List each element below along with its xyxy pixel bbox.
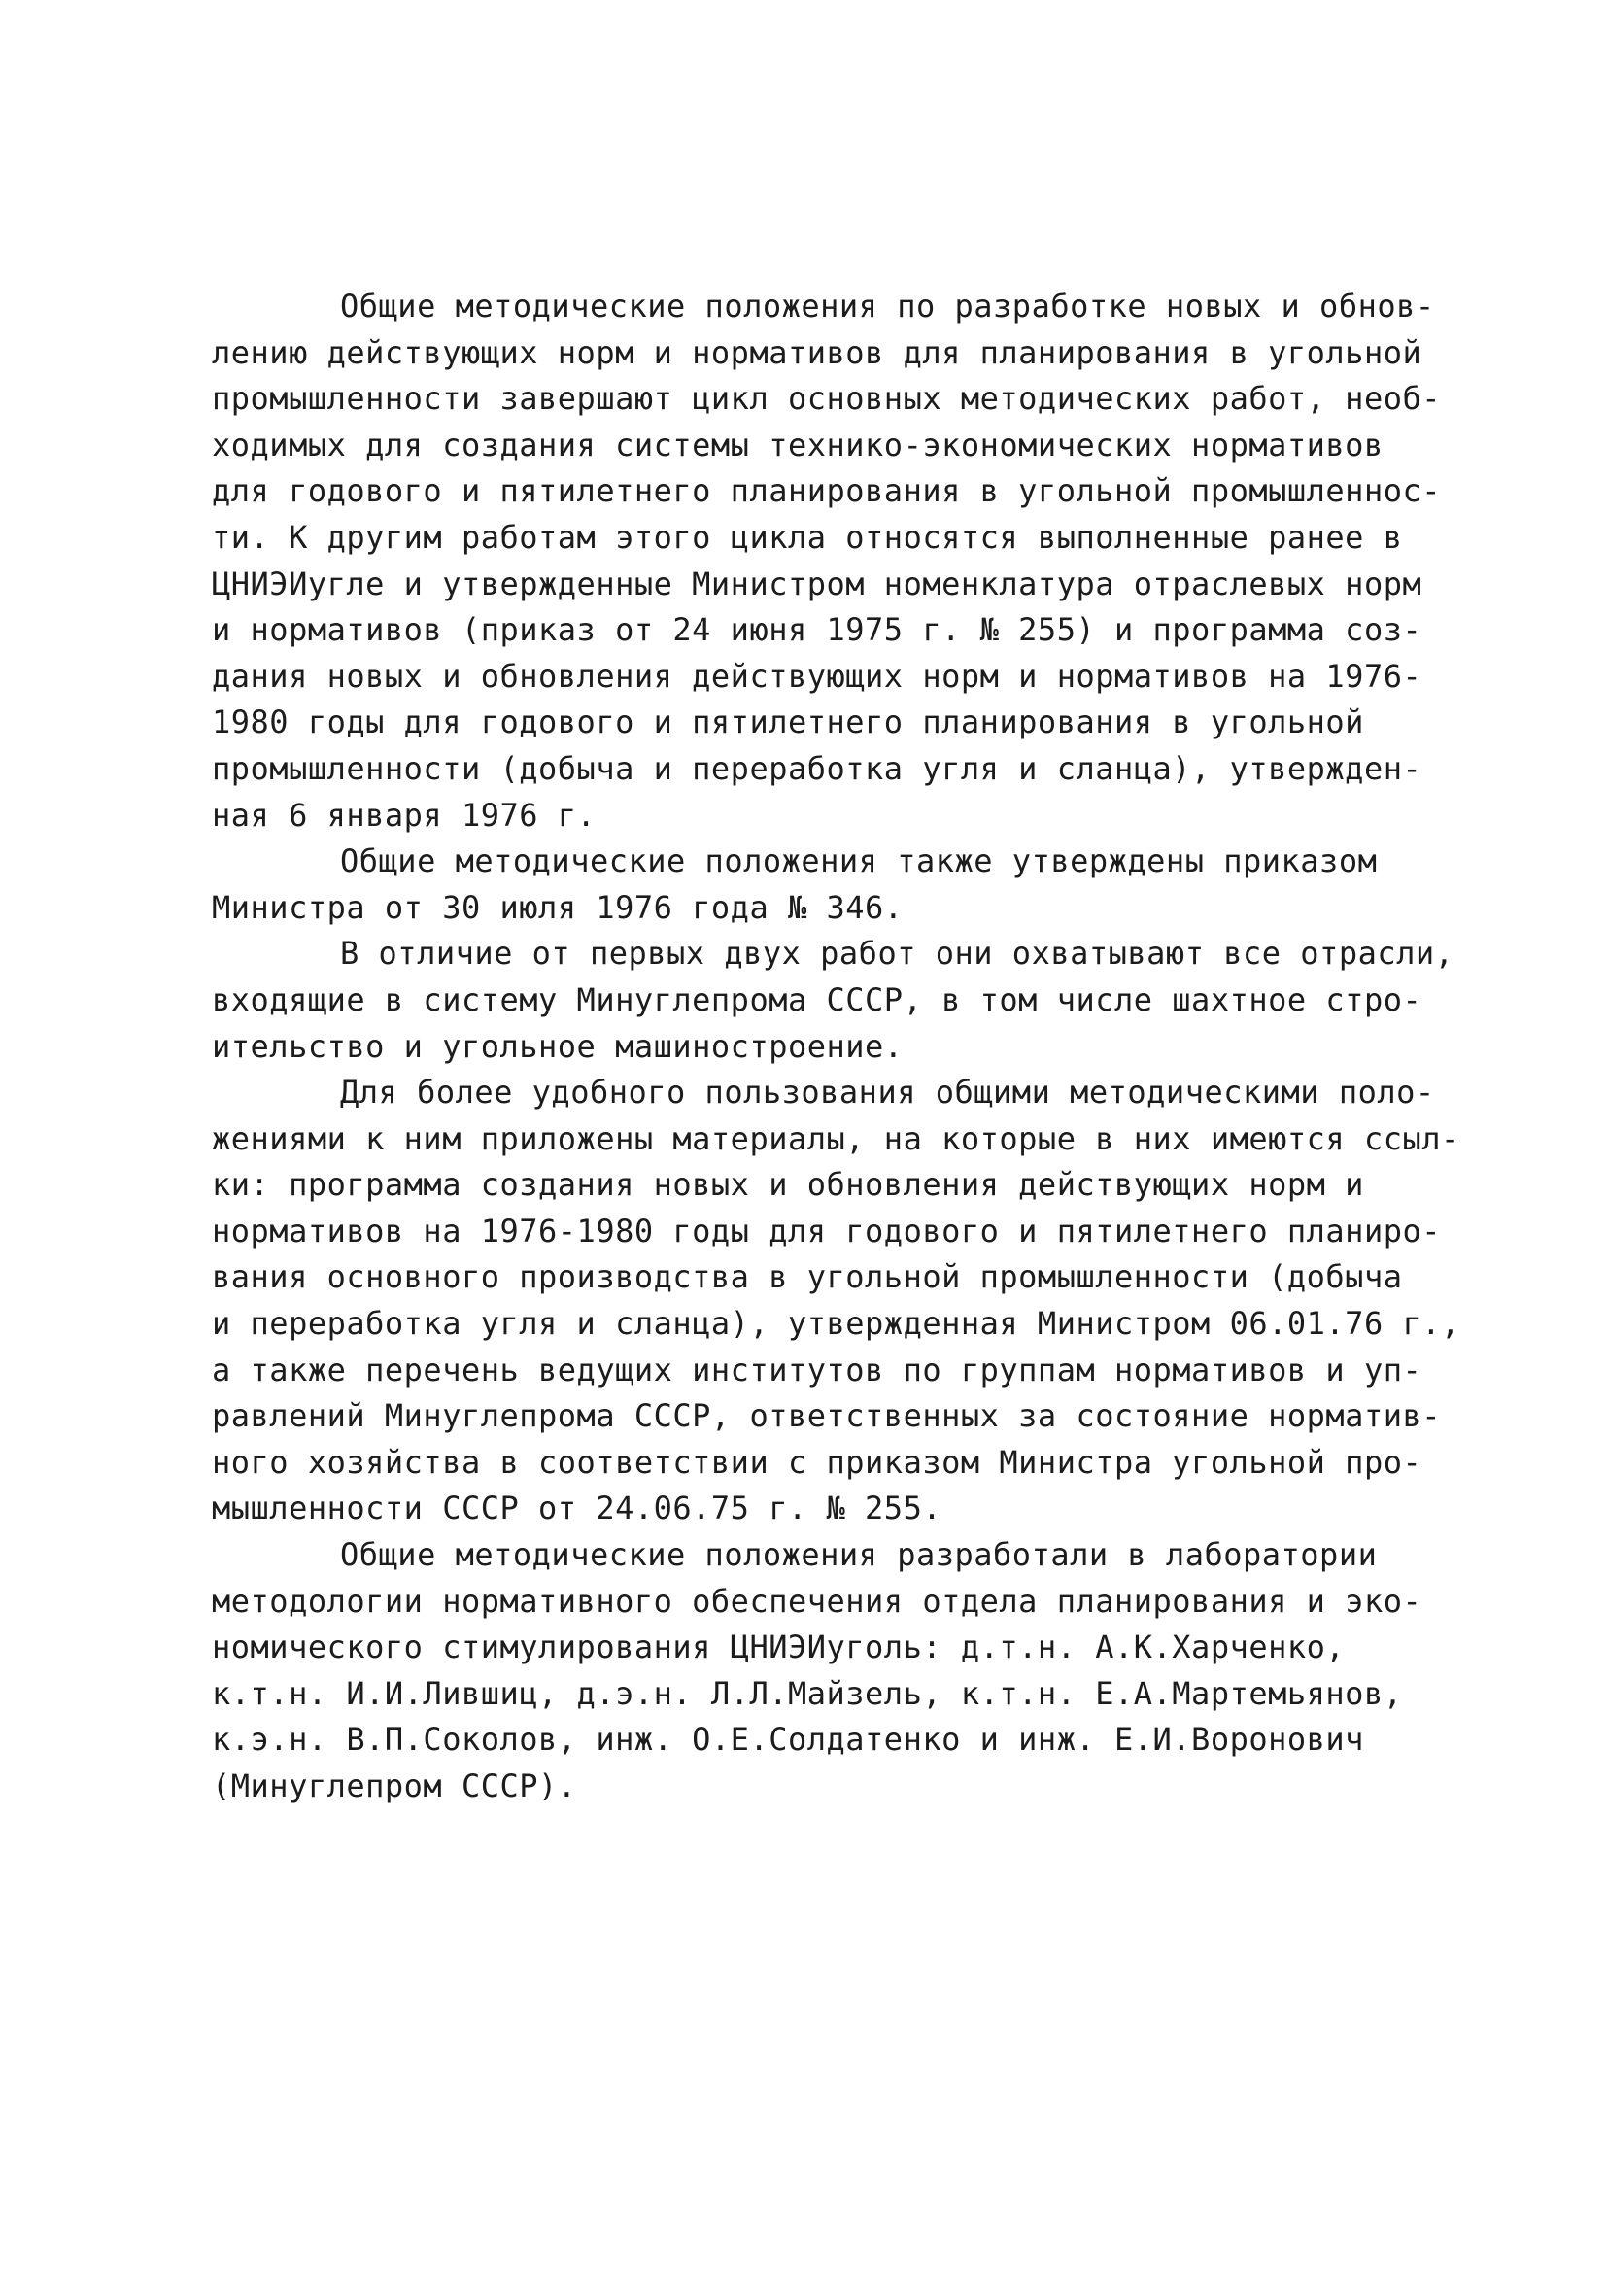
- text-line: Общие методические положения по разработке новых и обнов-: [340, 288, 1435, 325]
- paragraph-3: [212, 931, 1454, 1070]
- text-line: и переработка угля и сланца), утвержденная Министром 06.01.76 г.,: [212, 1305, 1460, 1343]
- text-line: промышленности завершают цикл основных методических работ, необ-: [212, 380, 1441, 418]
- text-line: ного хозяйства в соответствии с приказом Министра угольной про-: [212, 1443, 1422, 1481]
- text-line: мышленности СССР от 24.06.75 г. № 255.: [212, 1490, 942, 1527]
- text-line: вания основного производства в угольной промышленности (добыча: [212, 1258, 1403, 1296]
- paragraph-4: [212, 1070, 1460, 1532]
- text-line: Общие методические положения также утверждены приказом: [340, 842, 1378, 880]
- text-line: номического стимулирования ЦНИЭИуголь: д.т.н. А.К.Харченко,: [212, 1628, 1346, 1666]
- paragraph-2: [212, 839, 1436, 931]
- text-line: промышленности (добыча и переработка угля и сланца), утвержден-: [212, 749, 1422, 787]
- paragraph-5: [212, 1532, 1436, 1810]
- text-line: ЦНИЭИугле и утвержденные Министром номенклатура отраслевых норм: [212, 565, 1422, 602]
- text-line: ти. К другим работам этого цикла относятся выполненные ранее в: [212, 518, 1403, 556]
- text-line: к.э.н. В.П.Соколов, инж. О.Е.Солдатенко и инж. Е.И.Воронович: [212, 1721, 1364, 1759]
- text-line: ная 6 января 1976 г.: [212, 796, 597, 834]
- text-line: методологии нормативного обеспечения отдела планирования и эко-: [212, 1582, 1422, 1620]
- text-line: В отличие от первых двух работ они охватывают все отрасли,: [340, 935, 1454, 973]
- text-line: ительство и угольное машиностроение.: [212, 1027, 904, 1065]
- text-line: лению действующих норм и нормативов для планирования в угольной: [212, 333, 1422, 371]
- text-line: к.т.н. И.И.Лившиц, д.э.н. Л.Л.Майзель, к.т.н. Е.А.Мартемьянов,: [212, 1674, 1403, 1712]
- text-line: Для более удобного пользования общими методическими поло-: [340, 1074, 1435, 1112]
- text-line: ки: программа создания новых и обновления действующих норм и: [212, 1166, 1364, 1204]
- text-line: и нормативов (приказ от 24 июня 1975 г. № 255) и программа соз-: [212, 611, 1422, 649]
- text-line: Общие методические положения разработали в лаборатории: [340, 1536, 1378, 1574]
- text-line: входящие в систему Минуглепрома СССР, в том числе шахтное стро-: [212, 980, 1422, 1018]
- text-line: Министра от 30 июля 1976 года № 346.: [212, 888, 904, 926]
- text-line: нормативов на 1976-1980 годы для годового и пятилетнего планиро-: [212, 1212, 1441, 1250]
- text-line: ходимых для создания системы технико-экономических нормативов: [212, 426, 1384, 463]
- text-line: 1980 годы для годового и пятилетнего планирования в угольной: [212, 703, 1364, 741]
- text-line: равлений Минуглепрома СССР, ответственных за состояние норматив-: [212, 1397, 1441, 1435]
- text-line: жениями к ним приложены материалы, на которые в них имеются ссыл-: [212, 1119, 1460, 1157]
- text-line: (Минуглепром СССР).: [212, 1767, 577, 1804]
- paragraph-1: [212, 284, 1441, 839]
- text-line: дания новых и обновления действующих норм и нормативов на 1976-: [212, 657, 1422, 695]
- text-line: а также перечень ведущих институтов по группам нормативов и уп-: [212, 1351, 1422, 1388]
- text-line: для годового и пятилетнего планирования в угольной промышленнос-: [212, 472, 1441, 510]
- document-body: [212, 284, 1460, 1810]
